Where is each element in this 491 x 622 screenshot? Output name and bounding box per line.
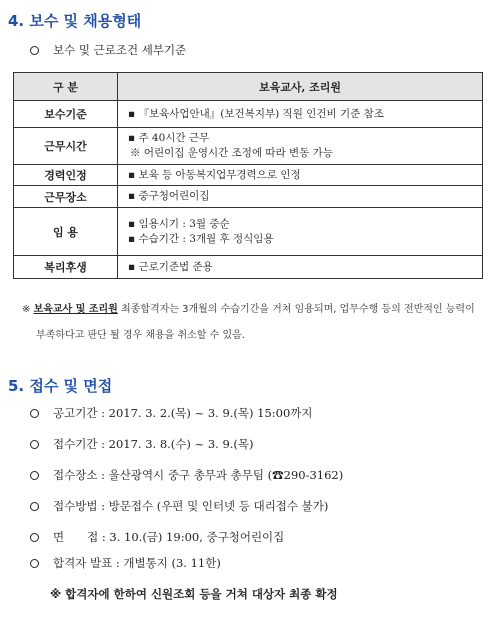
- table-row: [14, 186, 483, 208]
- bullet-circle-icon: [30, 471, 39, 480]
- list-item: [30, 405, 313, 421]
- table-header-row: [14, 73, 483, 101]
- row-content: [118, 128, 483, 165]
- row-content: [118, 256, 483, 279]
- recruitment-note: [22, 297, 487, 349]
- section-4-title: 4. 보수 및 채용형태: [8, 12, 142, 30]
- table-row: [14, 128, 483, 165]
- row-label: 복리후생: [14, 256, 118, 279]
- row-content: [118, 186, 483, 208]
- row-label: 임 용: [14, 208, 118, 256]
- list-item: [30, 498, 328, 514]
- bullet-circle-icon: [30, 559, 39, 568]
- list-item-text: 합격자 발표 : 개별통지 (3. 11한): [53, 556, 221, 570]
- list-item: [30, 467, 343, 483]
- section-5-title: 5. 접수 및 면접: [8, 377, 113, 395]
- table-row: [14, 165, 483, 186]
- list-item-text: 접수장소 : 울산광역시 중구 총무과 총무팀 (☎290-3162): [53, 468, 344, 482]
- row-line: ▪ 중구청어린이집: [128, 190, 210, 202]
- table-row: [14, 101, 483, 128]
- row-line: ▪ 임용시기 : 3월 중순: [128, 217, 230, 230]
- bullet-circle-icon: [30, 46, 39, 55]
- note-line-1-text: 최종합격자는 3개월의 수습기간을 거쳐 임용되며, 업무수행 등의 전반적인 능력이: [117, 304, 475, 315]
- row-content: [118, 208, 483, 256]
- final-note: ※ 합격자에 한하여 신원조회 등을 거쳐 대상자 최종 확정: [50, 587, 338, 601]
- list-item: [30, 555, 221, 571]
- list-item: [30, 436, 254, 452]
- row-line: ▪ 근로기준법 준용: [128, 260, 213, 273]
- subtitle-text: 보수 및 근로조건 세부기준: [53, 43, 187, 57]
- list-item-text: 접수기간 : 2017. 3. 8.(수) ~ 3. 9.(목): [53, 437, 254, 451]
- list-item: [30, 529, 284, 545]
- row-label: 경력인정: [14, 165, 118, 186]
- note-underlined-text: 보육교사 및 조리원: [33, 304, 118, 315]
- table-header-roles: 보육교사, 조리원: [118, 73, 483, 101]
- list-item-text: 공고기간 : 2017. 3. 2.(목) ~ 3. 9.(목) 15:00까지: [53, 406, 313, 420]
- bullet-circle-icon: [30, 502, 39, 511]
- conditions-table: [13, 72, 483, 279]
- note-mark: ※: [22, 304, 31, 315]
- row-content: [118, 101, 483, 128]
- list-item-text: 면 접 : 3. 10.(금) 19:00, 중구청어린이집: [53, 530, 285, 544]
- list-item-text: 접수방법 : 방문접수 (우편 및 인터넷 등 대리접수 불가): [53, 499, 329, 513]
- note-line-1: [22, 297, 487, 323]
- row-label: 근무장소: [14, 186, 118, 208]
- row-content: [118, 165, 483, 186]
- row-line: ▪ 보육 등 아동복지업무경력으로 인정: [128, 168, 301, 181]
- bullet-circle-icon: [30, 409, 39, 418]
- row-line: ▪ 주 40시간 근무: [128, 132, 210, 144]
- table-row: [14, 256, 483, 279]
- row-line: ※ 어린이집 운영시간 조정에 따라 변동 가능: [130, 147, 333, 159]
- table-header-category: 구 분: [14, 73, 118, 101]
- bullet-circle-icon: [30, 533, 39, 542]
- row-line: ▪ 수습기간 : 3개월 후 정식임용: [128, 232, 274, 245]
- section-4-subtitle: [30, 42, 186, 58]
- table-row: [14, 208, 483, 256]
- bullet-circle-icon: [30, 440, 39, 449]
- row-line: ▪ 『보육사업안내』(보건복지부) 직원 인건비 기준 참조: [128, 107, 384, 120]
- row-label: 보수기준: [14, 101, 118, 128]
- note-line-2: 부족하다고 판단 될 경우 채용을 취소할 수 있음.: [36, 330, 245, 341]
- row-label: 근무시간: [14, 128, 118, 165]
